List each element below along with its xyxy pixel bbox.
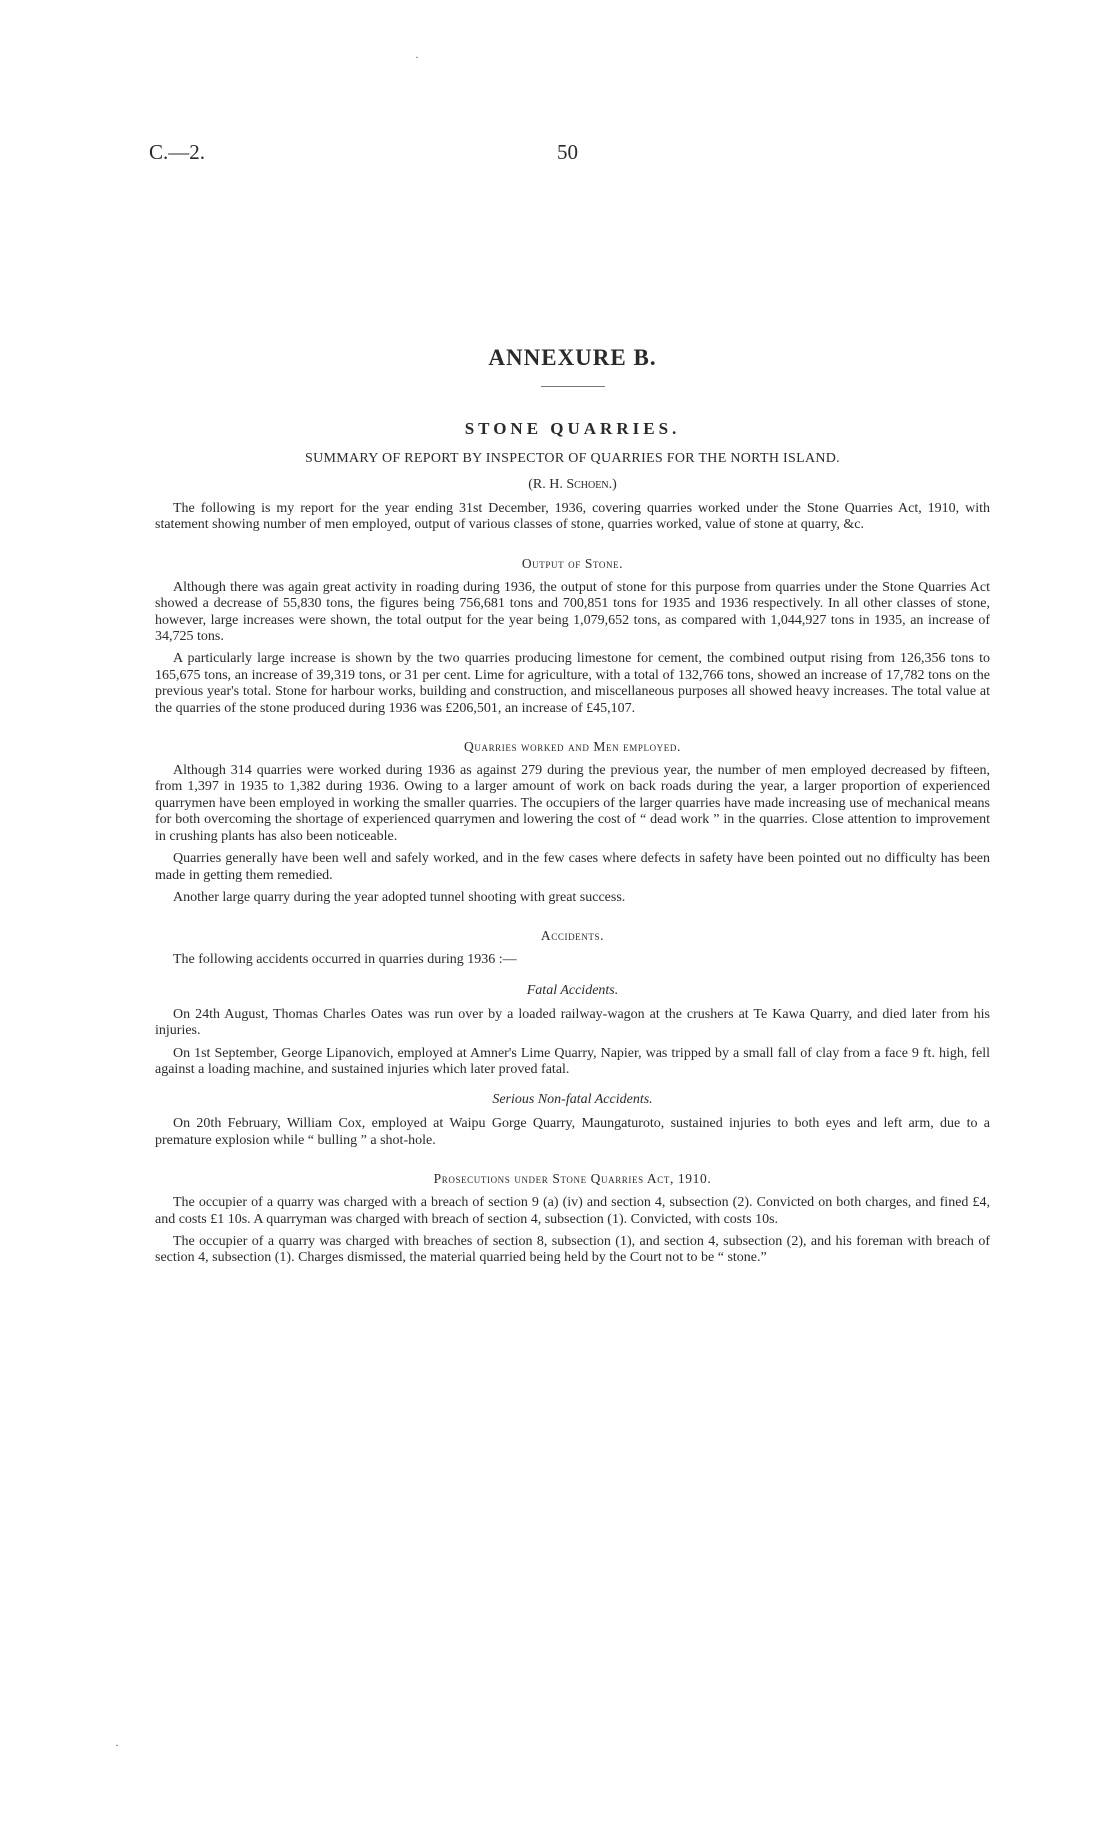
prosecutions-heading: Prosecutions under Stone Quarries Act, 1910. — [433, 1171, 712, 1187]
quarries-paragraph-1: Although 314 quarries were worked during 1936 as against 279 during the previous year, the number of men employed decreased by fifteen, from 1,397 in 1935 to 1,382 during 1936. Owing to a larger amount of work on back roads during the year, a larger proportion of experienced quarrymen have been employed in working the smaller quarries. The occupiers of the larger quarries have made increasing use of mechanical means for both overcoming the shortage of experienced quarrymen and lowering the cost of “ dead work ” in the quarries. Close attention to improvement in crushing plants has also been noticeable. — [155, 763, 990, 844]
title-rule — [541, 386, 605, 387]
quarries-paragraph-2: Quarries generally have been well and safely worked, and in the few cases where defects in safety have been pointed out no difficulty has been made in getting them remedied. — [155, 851, 990, 883]
output-paragraph-1: Although there was again great activity in roading during 1936, the output of stone for this purpose from quarries under the Stone Quarries Act showed a decrease of 55,830 tons, the figures being 756,681 tons and 700,851 tons for 1935 and 1936 respectively. In all other classes of stone, however, large increases were shown, the total output for the year being 1,079,652 tons, as compared with 1,044,927 tons in 1935, an increase of 34,725 tons. — [155, 579, 990, 645]
intro-paragraph: The following is my report for the year ending 31st December, 1936, covering quarries worked under the Stone Quarries Act, 1910, with statement showing number of men employed, output of various classes of stone, quarries worked, value of stone at quarry, &c. — [155, 501, 990, 533]
stray-mark: · — [415, 50, 419, 64]
prosecution-paragraph-2: The occupier of a quarry was charged with breaches of section 8, subsection (1), and section 4, subsection (2), and his foreman with breach of section 4, subsection (1). Charges dismissed, the material quarried being held by the Court not to be “ stone.” — [155, 1233, 990, 1266]
main-content — [155, 345, 990, 1267]
serious-accidents-heading: Serious Non-fatal Accidents. — [492, 1092, 653, 1108]
fatal-accident-1: On 24th August, Thomas Charles Oates was run over by a loaded railway-wagon at the crushers at Te Kawa Quarry, and died later from his injuries. — [155, 1006, 990, 1039]
output-paragraph-2: A particularly large increase is shown by the two quarries producing limestone for cement, the combined output rising from 126,356 tons to 165,675 tons, an increase of 39,319 tons, or 31 per cent. Lime for agriculture, with a total of 132,766 tons, showed an increase of 17,782 tons on the previous year's total. Stone for harbour works, building and construction, and miscellaneous purposes all showed heavy increases. The total value at the quarries of the stone produced during 1936 was £206,501, an increase of £45,107. — [155, 651, 990, 716]
section-heading: STONE QUARRIES. — [464, 419, 681, 438]
page-number: 50 — [557, 140, 578, 164]
quarries-paragraph-3: Another large quarry during the year adopted tunnel shooting with great success. — [173, 889, 626, 905]
output-heading: Output of Stone. — [521, 555, 624, 571]
accidents-heading: Accidents. — [540, 928, 605, 944]
author-line: (R. H. Schoen.) — [528, 477, 617, 492]
accidents-intro: The following accidents occurred in quarries during 1936 :— — [173, 952, 517, 968]
serious-accident-1: On 20th February, William Cox, employed at Waipu Gorge Quarry, Maungaturoto, sustained injuries to both eyes and left arm, due to a premature explosion while “ bulling ” a shot-hole. — [155, 1116, 990, 1148]
stray-mark: · — [115, 1738, 119, 1752]
prosecution-paragraph-1: The occupier of a quarry was charged with a breach of section 9 (a) (iv) and section 4, subsection (2). Convicted on both charges, and fined £4, and costs £1 10s. A quarryman was charged with breach of section 4, subsection (1). Convicted, with costs 10s. — [155, 1195, 990, 1227]
document-reference: C.—2. — [149, 140, 206, 164]
fatal-accidents-heading: Fatal Accidents. — [526, 982, 619, 998]
annexure-title: ANNEXURE B. — [488, 345, 657, 370]
summary-heading: SUMMARY OF REPORT BY INSPECTOR OF QUARRIES FOR THE NORTH ISLAND. — [305, 451, 840, 466]
quarries-heading: Quarries worked and Men employed. — [464, 739, 681, 755]
fatal-accident-2: On 1st September, George Lipanovich, employed at Amner's Lime Quarry, Napier, was tripped by a small fall of clay from a face 9 ft. high, fell against a loading machine, and sustained injuries which later proved fatal. — [155, 1045, 990, 1077]
